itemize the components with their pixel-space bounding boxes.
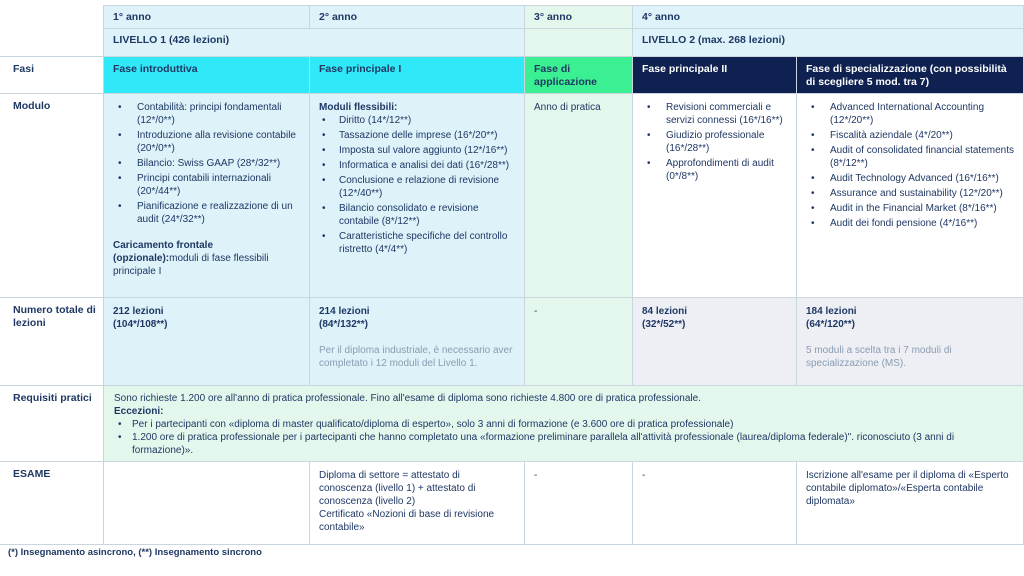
modulo-applicazione-cell: Anno di pratica <box>525 94 633 298</box>
esame-principale-1-cell <box>310 462 525 545</box>
list-item: • Giudizio professionale (16*/28**) <box>642 129 788 155</box>
list-item: • Audit in the Financial Market (8*/16**) <box>806 202 1015 215</box>
requisiti-intro: Sono richieste 1.200 ore all'anno di pratica professionale. Fino all'esame di diploma sono richieste 4.800 ore di pratica professionale. <box>114 393 701 404</box>
lezioni-specializzazione-cell <box>797 298 1024 386</box>
row-label-lezioni: Numero totale di lezioni <box>0 298 104 386</box>
level-1-header: LIVELLO 1 (426 lezioni) <box>104 29 525 57</box>
lezioni-applicazione-cell: - <box>525 298 633 386</box>
lezioni-note: 5 moduli a scelta tra i 7 moduli di specializzazione (MS). <box>806 345 952 369</box>
row-label-fasi: Fasi <box>0 57 104 94</box>
list-item: • Fiscalità aziendale (4*/20**) <box>806 129 1015 142</box>
lezioni-count: 212 lezioni <box>113 306 164 317</box>
list-item: • Conclusione e relazione di revisione (12*/40**) <box>319 174 516 200</box>
lezioni-count: 84 lezioni <box>642 306 688 317</box>
lezioni-detail: (104*/108**) <box>113 319 168 330</box>
esame-certificato-text: Certificato «Nozioni di base di revisione contabile» <box>319 509 495 533</box>
level-blank-green-cell <box>525 29 633 57</box>
modulo-specializzazione-cell <box>797 94 1024 298</box>
fase-principale-2-header: Fase principale II <box>633 57 797 94</box>
esame-principale-2-cell: - <box>633 462 797 545</box>
list-item: • Contabilità: principi fondamentali (12*/0**) <box>113 101 301 127</box>
list-item: • Per i partecipanti con «diploma di master qualificato/diploma di esperto», solo 3 anni di formazione (e 3.600 ore di pratica professionale) <box>114 418 1013 431</box>
eccezioni-label: Eccezioni: <box>114 406 164 417</box>
list-item: • 1.200 ore di pratica professionale per i partecipanti che hanno completato una «formazione preliminare parallela all'attività professionale (laurea/diploma federale)". riconosciuto (3 anni di formazione)». <box>114 431 1013 457</box>
row-label-requisiti: Requisiti pratici <box>0 386 104 462</box>
list-item: • Bilancio: Swiss GAAP (28*/32**) <box>113 157 301 170</box>
modulo-principale-1-cell <box>310 94 525 298</box>
legend-footnote: (*) Insegnamento asincrono, (**) Insegnamento sincrono <box>8 547 262 558</box>
requisiti-cell <box>104 386 1024 462</box>
requisiti-list <box>114 418 1013 457</box>
list-item: • Audit dei fondi pensione (4*/16**) <box>806 217 1015 230</box>
list-item: • Assurance and sustainability (12*/20**) <box>806 187 1015 200</box>
level-row-blank-cell <box>0 29 104 57</box>
esame-specializzazione-cell: Iscrizione all'esame per il diploma di «Esperto contabile diplomato»/«Esperta contabile diplomata» <box>797 462 1024 545</box>
year-1-header: 1° anno <box>104 5 310 29</box>
row-label-modulo: Modulo <box>0 94 104 298</box>
lezioni-count: 214 lezioni <box>319 306 370 317</box>
list-item: • Informatica e analisi dei dati (16*/28**) <box>319 159 516 172</box>
fase-principale-1-header: Fase principale I <box>310 57 525 94</box>
fase-specializzazione-header: Fase di specializzazione (con possibilità di scegliere 5 mod. tra 7) <box>797 57 1024 94</box>
list-item: • Audit Technology Advanced (16*/16**) <box>806 172 1015 185</box>
row-label-esame: ESAME <box>0 462 104 545</box>
list-item: • Tassazione delle imprese (16*/20**) <box>319 129 516 142</box>
list-item: • Diritto (14*/12**) <box>319 114 516 127</box>
lezioni-count: 184 lezioni <box>806 306 857 317</box>
lezioni-detail: (84*/132**) <box>319 319 368 330</box>
lezioni-principale-1-cell <box>310 298 525 386</box>
modulo-principale-1-list <box>319 114 516 256</box>
esame-diploma-text: Diploma di settore = attestato di conoscenza (livello 1) + attestato di conoscenza (livello 2) <box>319 470 476 507</box>
curriculum-table <box>0 5 1024 545</box>
lezioni-note: Per il diploma industriale, è necessario aver completato i 12 moduli del Livello 1. <box>319 345 513 369</box>
lezioni-detail: (64*/120**) <box>806 319 855 330</box>
modulo-principale-2-cell <box>633 94 797 298</box>
list-item: • Pianificazione e realizzazione di un audit (24*/32**) <box>113 200 301 226</box>
note-bold-part: Caricamento frontale (opzionale): <box>113 240 214 264</box>
fase-introduttiva-header: Fase introduttiva <box>104 57 310 94</box>
lezioni-principale-2-cell <box>633 298 797 386</box>
modulo-principale-2-list <box>642 101 788 183</box>
year-2-header: 2° anno <box>310 5 525 29</box>
list-item: • Revisioni commerciali e servizi connessi (16*/16**) <box>642 101 788 127</box>
modulo-introduttiva-list <box>113 101 301 226</box>
modulo-specializzazione-list <box>806 101 1015 230</box>
corner-blank-cell <box>0 5 104 29</box>
level-2-header: LIVELLO 2 (max. 268 lezioni) <box>633 29 1024 57</box>
list-item: • Introduzione alla revisione contabile (20*/0**) <box>113 129 301 155</box>
esame-introduttiva-cell <box>104 462 310 545</box>
modulo-introduttiva-cell <box>104 94 310 298</box>
moduli-flessibili-heading: Moduli flessibili: <box>319 102 398 113</box>
lezioni-introduttiva-cell <box>104 298 310 386</box>
list-item: • Caratteristiche specifiche del controllo ristretto (4*/4**) <box>319 230 516 256</box>
modulo-introduttiva-note <box>113 239 301 278</box>
lezioni-detail: (32*/52**) <box>642 319 686 330</box>
year-4-header: 4° anno <box>633 5 1024 29</box>
esame-applicazione-cell: - <box>525 462 633 545</box>
fase-applicazione-header: Fase di applicazione <box>525 57 633 94</box>
list-item: • Bilancio consolidato e revisione contabile (8*/12**) <box>319 202 516 228</box>
list-item: • Advanced International Accounting (12*/20**) <box>806 101 1015 127</box>
list-item: • Principi contabili internazionali (20*/44**) <box>113 172 301 198</box>
note-rest-part: moduli di fase flessibili principale I <box>113 253 269 277</box>
list-item: • Imposta sul valore aggiunto (12*/16**) <box>319 144 516 157</box>
list-item: • Audit of consolidated financial statements (8*/12**) <box>806 144 1015 170</box>
list-item: • Approfondimenti di audit (0*/8**) <box>642 157 788 183</box>
year-3-header: 3° anno <box>525 5 633 29</box>
